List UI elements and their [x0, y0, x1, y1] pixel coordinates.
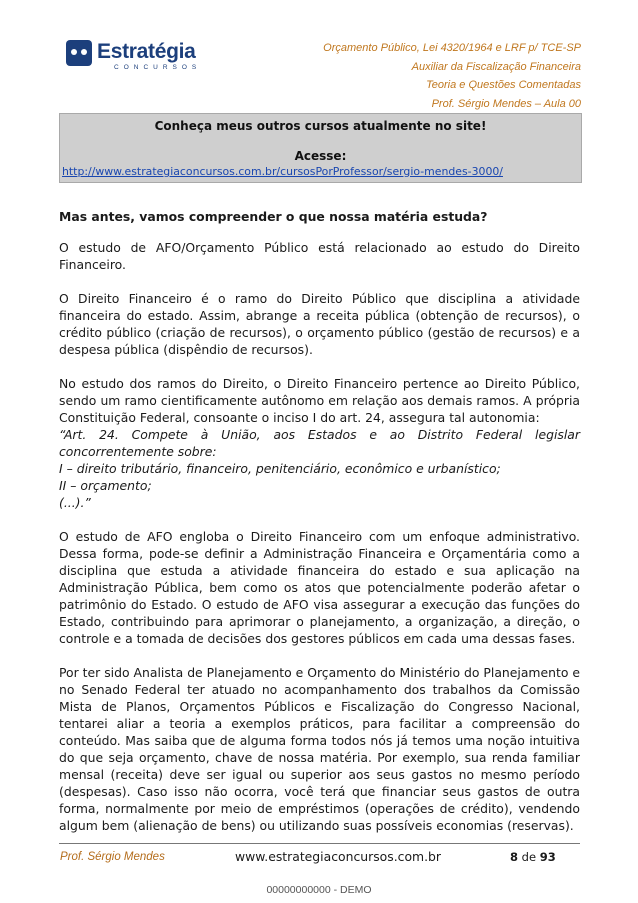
- section-heading: Mas antes, vamos compreender o que nossa matéria estuda?: [59, 209, 488, 224]
- logo-subtitle: CONCURSOS: [114, 64, 202, 71]
- footer-author: Prof. Sérgio Mendes: [60, 851, 165, 863]
- footer-divider: [59, 843, 580, 844]
- promo-title: Conheça meus outros cursos atualmente no site!: [154, 119, 487, 133]
- page-total: 93: [539, 850, 556, 864]
- paragraph-direito-financeiro: O Direito Financeiro é o ramo do Direito Público que disciplina a atividade financeira do estado. Assim, abrange a receita pública (obtenção de recursos), o crédito público (criação de recursos), o orçamento público (gestão de recursos) e a despesa pública (dispêndio de recursos).: [59, 291, 580, 357]
- quote-inciso-i: I – direito tributário, financeiro, penitenciário, econômico e urbanístico;: [59, 461, 501, 476]
- promo-box: [59, 113, 582, 183]
- header-line-type: Teoria e Questões Comentadas: [426, 79, 581, 91]
- paragraph-afo-definition: O estudo de AFO engloba o Direito Financeiro com um enfoque administrativo. Dessa forma, pode-se definir a Administração Financeira e Orçamentária como a disciplina que estuda a atividade financeira do estado e sua aplicação na Administração Pública, bem como os atos que potencialmente poderão afetar o patrimônio do Estado. O estudo de AFO visa assegurar a execução das funções do Estado, contribuindo para aprimorar o planejamento, a organização, a direção, o controle e a tomada de decisões dos gestores públicos em cada uma dessas fases.: [59, 529, 580, 646]
- paragraph-author-experience: Por ter sido Analista de Planejamento e Orçamento do Ministério do Planejamento e no Senado Federal ter atuado no acompanhamento dos trabalhos da Comissão Mista de Planos, Orçamentos Públicos e Fiscalização do Congresso Nacional, tentarei aliar a teoria a exemplos práticos, para facilitar a compreensão do conteúdo. Mas saiba que de alguma forma todos nós já temos uma noção intuitiva do que seja orçamento, chave de nossa matéria. Por exemplo, sua renda familiar mensal (receita) deve ser igual ou superior aos seus gastos no mesmo período (despesas). Caso isso não ocorra, você terá que financiar seus gastos de outra forma, normalmente por meio de empréstimos (operações de crédito), vendendo algum bem (alienação de bens) ou utilizando suas possíveis economias (reservas).: [59, 665, 580, 833]
- course-header: [323, 39, 581, 113]
- header-line-lesson: Prof. Sérgio Mendes – Aula 00: [431, 97, 581, 110]
- quote-inciso-ii: II – orçamento;: [59, 478, 152, 493]
- logo-name: Estratégia: [97, 40, 196, 63]
- estrategia-logo: [66, 40, 216, 74]
- owl-icon: [66, 40, 92, 66]
- header-line-course: Orçamento Público, Lei 4320/1964 e LRF p/ TCE-SP: [323, 42, 581, 54]
- footer-website: www.estrategiaconcursos.com.br: [235, 849, 442, 864]
- demo-watermark: 00000000000 - DEMO: [266, 884, 372, 896]
- page-current: 8: [510, 850, 519, 864]
- main-content: [59, 208, 580, 851]
- quote-art24: “Art. 24. Compete à União, aos Estados e ao Distrito Federal legislar concorrentemente sobre:: [59, 427, 580, 459]
- courses-link[interactable]: http://www.estrategiaconcursos.com.br/cursosPorProfessor/sergio-mendes-3000/: [62, 165, 503, 178]
- promo-access-label: Acesse:: [294, 149, 347, 163]
- paragraph-afo-intro: O estudo de AFO/Orçamento Público está relacionado ao estudo do Direito Financeiro.: [59, 240, 580, 272]
- quote-ellipsis: (...).”: [59, 495, 91, 510]
- page-separator: de: [521, 850, 537, 864]
- paragraph-direito-publico: No estudo dos ramos do Direito, o Direito Financeiro pertence ao Direito Público, sendo um ramo cientificamente autônomo em relação aos demais ramos. A própria Constituição Federal, consoante o inciso I do art. 24, assegura tal autonomia:: [59, 376, 580, 425]
- header-line-position: Auxiliar da Fiscalização Financeira: [411, 60, 581, 73]
- page-number: [510, 850, 556, 864]
